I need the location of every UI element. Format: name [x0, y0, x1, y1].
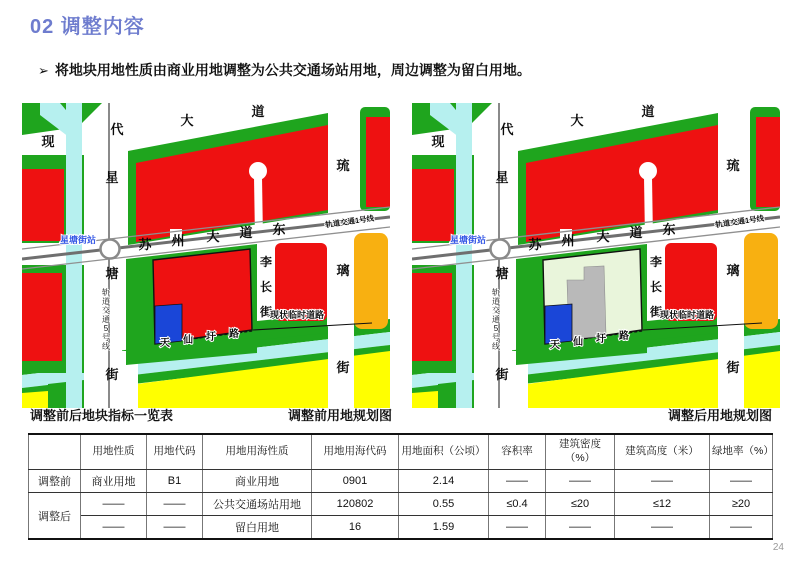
table-cell: 2.14: [399, 470, 489, 493]
temp-road-label: 现状临时道路: [270, 310, 325, 320]
road-label: 道: [641, 104, 655, 119]
header-cell: 用地用海性质: [203, 434, 312, 470]
header-cell: 建筑密度（%）: [546, 434, 615, 470]
road-label: 长: [649, 280, 663, 294]
road-label: 现: [431, 134, 445, 149]
table-cell: ——: [147, 516, 203, 540]
station-label: 星塘街站: [60, 235, 97, 245]
before-land-use-map: [22, 103, 390, 408]
table-cell: 商业用地: [203, 470, 312, 493]
road-label: 东: [272, 222, 286, 237]
road-label: 道: [629, 225, 643, 240]
rail-line1-label: 轨道交通1号线: [714, 213, 765, 230]
header-cell: 用地用海代码: [312, 434, 399, 470]
station-label: 星塘街站: [450, 235, 487, 245]
after-map-caption: 调整后用地规划图: [668, 408, 773, 423]
row-label: 调整前: [29, 470, 81, 493]
road-label: 长: [259, 280, 273, 294]
roundabout: [101, 240, 120, 259]
road-label: 东: [662, 222, 676, 237]
road-label: 现: [41, 134, 55, 149]
road-label: 州: [561, 233, 575, 248]
road-label: 天: [550, 340, 560, 351]
row-label: 调整后: [29, 493, 81, 540]
table-cell: ——: [489, 516, 546, 540]
table-cell: ≤20: [546, 493, 615, 516]
table-cell: ——: [615, 470, 710, 493]
table-cell: 留白用地: [203, 516, 312, 540]
road-label: 苏: [528, 237, 542, 252]
road-label: 州: [171, 233, 185, 248]
rail-line5-label: 号: [102, 333, 110, 342]
table-row: [29, 493, 773, 516]
road-label: 大: [596, 229, 610, 244]
rail-line5-label: 道: [492, 297, 500, 306]
road-label: 琉: [726, 158, 740, 173]
table-cell: 商业用地: [81, 470, 147, 493]
road-label: 星: [105, 170, 119, 185]
rail-line5-label: 轨: [102, 288, 110, 297]
temp-road-label: 现状临时道路: [660, 310, 715, 320]
roundabout: [491, 240, 510, 259]
road-label: 天: [160, 338, 170, 349]
road-label: 大: [180, 113, 194, 128]
header-cell: 用地面积（公顷）: [399, 434, 489, 470]
rail-line5-label: 号: [492, 333, 500, 342]
road-label: 塘: [105, 266, 119, 281]
road-label: 街: [105, 367, 119, 382]
table-cell: 0901: [312, 470, 399, 493]
road-label: 大: [206, 229, 220, 244]
before-map-canvas: [22, 103, 390, 408]
before-map-caption: 调整前用地规划图: [288, 408, 393, 423]
rail-line1-label: 轨道交通1号线: [324, 213, 375, 230]
road-label: 李: [259, 255, 273, 269]
parcel-indicator-table: [28, 433, 773, 540]
road-label: 璃: [336, 263, 350, 278]
table-cell: ——: [710, 470, 773, 493]
table-cell: ——: [615, 516, 710, 540]
after-map-canvas: [412, 103, 780, 408]
page-title: 02 调整内容: [30, 16, 145, 38]
road-label: 街: [726, 360, 740, 375]
header-cell: 建筑高度（米）: [615, 434, 710, 470]
table-cell: ——: [489, 470, 546, 493]
road-label: 圩: [596, 334, 606, 345]
road-label: 道: [239, 225, 253, 240]
road-label: 街: [259, 305, 273, 319]
table-cell: 1.59: [399, 516, 489, 540]
table-cell: 公共交通场站用地: [203, 493, 312, 516]
road-label: 大: [570, 113, 584, 128]
road-label: 街: [649, 305, 663, 319]
table-cell: ——: [81, 493, 147, 516]
table-title: 调整前后地块指标一览表: [30, 408, 174, 423]
transit-parcel: [545, 304, 572, 344]
road-label: 圩: [206, 332, 216, 343]
bullet-arrow-icon: ➢: [38, 63, 49, 78]
road-label: 璃: [726, 263, 740, 278]
road-label: 仙: [183, 335, 193, 346]
table-row: [29, 470, 773, 493]
road-label: 仙: [573, 337, 583, 348]
subject-parcel-after: [543, 249, 642, 344]
road-label: 路: [229, 329, 239, 340]
road-label: 代: [110, 122, 124, 137]
table-cell: 0.55: [399, 493, 489, 516]
header-cell: 用地性质: [81, 434, 147, 470]
header-cell: 用地代码: [147, 434, 203, 470]
table-cell: 16: [312, 516, 399, 540]
table-cell: B1: [147, 470, 203, 493]
rail-line5-label: 5: [103, 324, 109, 333]
rail-line5-label: 道: [102, 297, 110, 306]
table-cell: ≤0.4: [489, 493, 546, 516]
bullet-text: [38, 60, 531, 80]
table-cell: ——: [81, 516, 147, 540]
rail-line5-label: 5: [493, 324, 499, 333]
table-cell: ——: [546, 470, 615, 493]
table-cell: ——: [546, 516, 615, 540]
header-cell: 容积率: [489, 434, 546, 470]
table-cell: ≤12: [615, 493, 710, 516]
road-label: 路: [619, 331, 629, 342]
road-label: 星: [495, 170, 509, 185]
road-label: 代: [500, 122, 514, 137]
table-cell: ——: [710, 516, 773, 540]
rail-line5-label: 轨: [492, 288, 500, 297]
rail-line5-label: 通: [492, 315, 500, 324]
road-label: 苏: [138, 237, 152, 252]
rail-line5-label: 交: [492, 306, 500, 315]
bullet-body: 将地块用地性质由商业用地调整为公共交通场站用地，周边调整为留白用地。: [54, 62, 531, 78]
rail-line5-label: 交: [102, 306, 110, 315]
table-cell: 120802: [312, 493, 399, 516]
road-label: 街: [336, 360, 350, 375]
road-label: 李: [649, 255, 663, 269]
table-cell: ≥20: [710, 493, 773, 516]
table-header-row: [29, 434, 773, 470]
road-label: 塘: [495, 266, 509, 281]
rail-line5-label: 线: [492, 342, 500, 351]
road-label: 道: [251, 104, 265, 119]
road-label: 琉: [336, 158, 350, 173]
header-cell: 绿地率（%）: [710, 434, 773, 470]
page-number: 24: [772, 542, 784, 553]
table-cell: ——: [147, 493, 203, 516]
rail-line5-label: 通: [102, 315, 110, 324]
road-label: 街: [495, 367, 509, 382]
table-row: [29, 516, 773, 540]
after-land-use-map: [412, 103, 780, 408]
rail-line5-label: 线: [102, 342, 110, 351]
header-cell: [29, 434, 81, 470]
